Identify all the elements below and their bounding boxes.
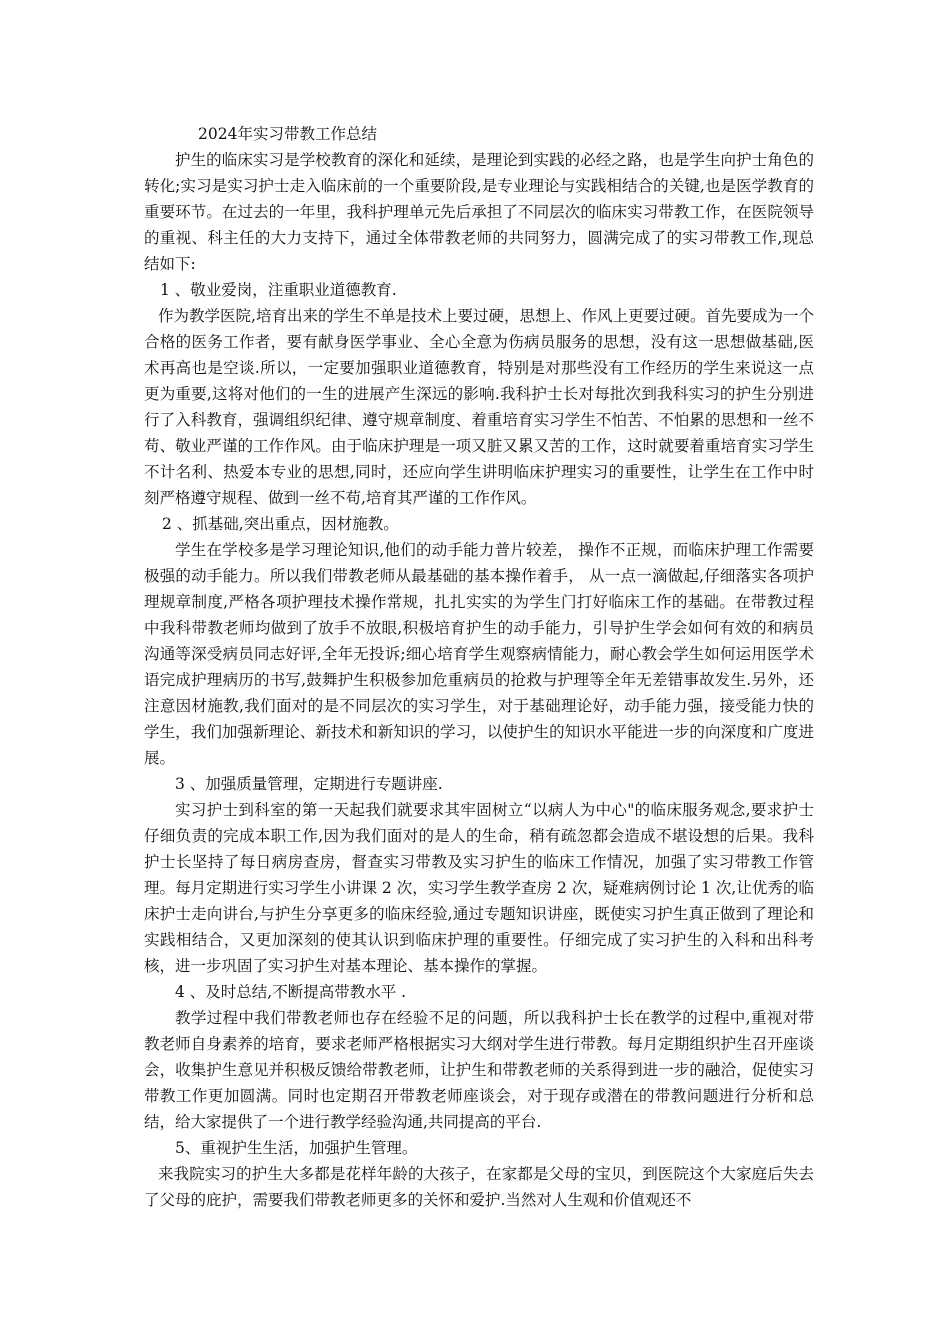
section-heading-4: 4 、及时总结,不断提高带教水平 . [175,983,407,1001]
document-body [144,121,814,1213]
section-heading-1: 1 、敬业爱岗，注重职业道德教育. [160,281,397,299]
paragraph-section-4: 教学过程中我们带教老师也存在经验不足的问题，所以我科护士长在教学的过程中,重视对带教老师自身素养的培育，要求老师严格根据实习大纲对学生进行带教。每月定期组织护生召开座谈会，收集护生意见并积极反馈给带教老师，让护生和带教老师的关系得到进一步的融洽，促使实习带教工作更加圆满。同时也定期召开带教老师座谈会，对于现存或潜在的带教问题进行分析和总结，给大家提供了一个进行教学经验沟通,共同提高的平台. [144,1009,814,1131]
paragraph-section-3: 实习护士到科室的第一天起我们就要求其牢固树立“以病人为中心"的临床服务观念,要求护士仔细负责的完成本职工作,因为我们面对的是人的生命，稍有疏忽都会造成不堪设想的后果。我科护士长坚持了每日病房查房，督查实习带教及实习护生的临床工作情况，加强了实习带教工作管理。每月定期进行实习学生小讲课 2 次，实习学生教学查房 2 次，疑难病例讨论 1 次,让优秀的临床护士走向讲台,与护生分享更多的临床经验,通过专题知识讲座，既使实习护生真正做到了理论和实践相结合，又更加深刻的使其认识到临床护理的重要性。仔细完成了实习护生的入科和出科考核，进一步巩固了实习护生对基本理论、基本操作的掌握。 [144,801,814,975]
paragraph-intro: 护生的临床实习是学校教育的深化和延续，是理论到实践的必经之路，也是学生向护士角色的转化;实习是实习护士走入临床前的一个重要阶段,是专业理论与实践相结合的关键,也是医学教育的重要环节。在过去的一年里，我科护理单元先后承担了不同层次的临床实习带教工作，在医院领导的重视、科主任的大力支持下，通过全体带教老师的共同努力，圆满完成了的实习带教工作,现总结如下: [144,151,814,273]
paragraph-section-5: 来我院实习的护生大多都是花样年龄的大孩子，在家都是父母的宝贝，到医院这个大家庭后失去了父母的庇护，需要我们带教老师更多的关怀和爱护.当然对人生观和价值观还不 [144,1165,814,1209]
paragraph-section-1: 作为教学医院,培育出来的学生不单是技术上要过硬，思想上、作风上更要过硬。首先要成为一个合格的医务工作者，要有献身医学事业、全心全意为伤病员服务的思想，没有这一思想做基础,医术再高也是空谈.所以，一定要加强职业道德教育，特别是对那些没有工作经历的学生来说这一点更为重要,这将对他们的一生的进展产生深远的影响.我科护士长对每批次到我科实习的护生分别进行了入科教育，强调组织纪律、遵守规章制度、着重培育实习学生不怕苦、不怕累的思想和一丝不苟、敬业严谨的工作作风。由于临床护理是一项又脏又累又苦的工作，这时就要着重培育实习学生不计名利、热爱本专业的思想,同时，还应向学生讲明临床护理实习的重要性，让学生在工作中时刻严格遵守规程、做到一丝不苟,培育其严谨的工作作风。 [144,307,814,507]
section-heading-5: 5、重视护生生活，加强护生管理。 [175,1139,418,1157]
document-title: 2024年实习带教工作总结 [198,125,377,143]
section-heading-3: 3 、加强质量管理，定期进行专题讲座. [175,775,443,793]
section-heading-2: 2 、抓基础,突出重点，因材施教。 [162,515,399,533]
paragraph-section-2: 学生在学校多是学习理论知识,他们的动手能力普片较差， 操作不正规，而临床护理工作需要极强的动手能力。所以我们带教老师从最基础的基本操作着手， 从一点一滴做起,仔细落实各项护理规章制度,严格各项护理技术操作常规，扎扎实实的为学生门打好临床工作的基础。在带教过程中我科带教老师均做到了放手不放眼,积极培育护生的动手能力，引导护生学会如何有效的和病员沟通等深受病员同志好评,全年无投诉;细心培育学生观察病情能力，耐心教会学生如何运用医学术语完成护理病历的书写,鼓舞护生积极参加危重病员的抢救与护理等全年无差错事故发生.另外，还注意因材施教,我们面对的是不同层次的实习学生，对于基础理论好，动手能力强，接受能力快的学生，我们加强新理论、新技术和新知识的学习，以使护生的知识水平能进一步的向深度和广度进展。 [144,541,814,767]
